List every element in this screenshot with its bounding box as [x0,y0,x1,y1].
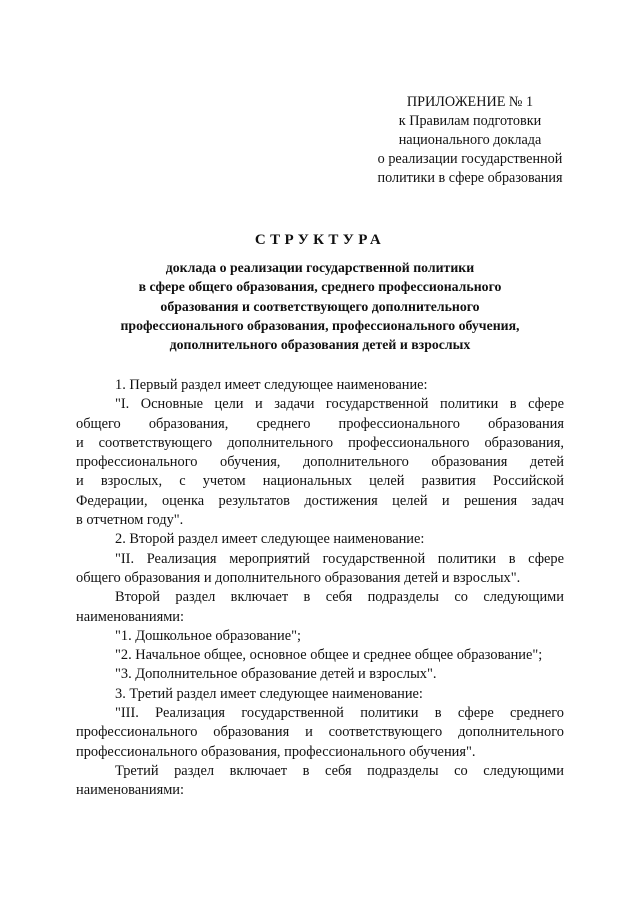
annex-heading [340,93,600,188]
subtitle-line: дополнительного образования детей и взрослых [169,337,471,353]
document-body [76,376,564,801]
body-line: 3. Третий раздел имеет следующее наименование: [115,685,423,702]
subtitle-line: доклада о реализации государственной политики [165,260,475,275]
annex-number: ПРИЛОЖЕНИЕ № 1 [406,94,534,110]
body-line: профессионального обучения, дополнительного образования детей [76,454,564,471]
body-line: Третий раздел включает в себя подразделы со следующими [115,762,564,779]
body-line: в отчетном году". [76,512,184,529]
body-line: общего образования и дополнительного образования детей и взрослых". [76,569,521,586]
document-subtitle [0,258,640,354]
body-line: "I. Основные цели и задачи государственной политики в сфере [115,396,564,413]
subtitle-line: профессионального образования, профессионального обучения, [120,317,520,333]
body-line: наименованиями: [76,782,184,799]
body-line: профессионального образования и соответствующего дополнительного [76,724,564,741]
subtitle-line: образования и соответствующего дополнительного [160,298,480,314]
annex-line: национального доклада [398,132,542,148]
body-line: Федерации, оценка результатов достижения целей и решения задач [76,492,564,509]
annex-line: о реализации государственной [377,151,563,167]
body-line: "2. Начальное общее, основное общее и среднее общее образование"; [115,647,543,664]
body-line: "III. Реализация государственной политики в сфере среднего [115,705,564,722]
body-line: 1. Первый раздел имеет следующее наименование: [115,377,428,393]
body-line: "3. Дополнительное образование детей и взрослых". [115,666,437,683]
body-line: наименованиями: [76,608,184,625]
body-line: "II. Реализация мероприятий государственной политики в сфере [115,550,564,567]
body-line: общего образования, среднего профессионального образования [76,415,564,432]
body-line: и соответствующего дополнительного профессионального образования, [76,434,564,451]
subtitle-line: в сфере общего образования, среднего профессионального [138,279,502,295]
annex-line: политики в сфере образования [377,170,563,186]
body-line: 2. Второй раздел имеет следующее наименование: [115,531,425,548]
body-line: "1. Дошкольное образование"; [115,627,301,644]
body-line: профессионального образования, профессионального обучения". [76,743,476,760]
body-line: и взрослых, с учетом национальных целей развития Российской [76,473,564,490]
body-line: Второй раздел включает в себя подразделы со следующими [115,589,564,606]
annex-line: к Правилам подготовки [398,113,542,129]
document-title: СТРУКТУРА [254,232,386,248]
